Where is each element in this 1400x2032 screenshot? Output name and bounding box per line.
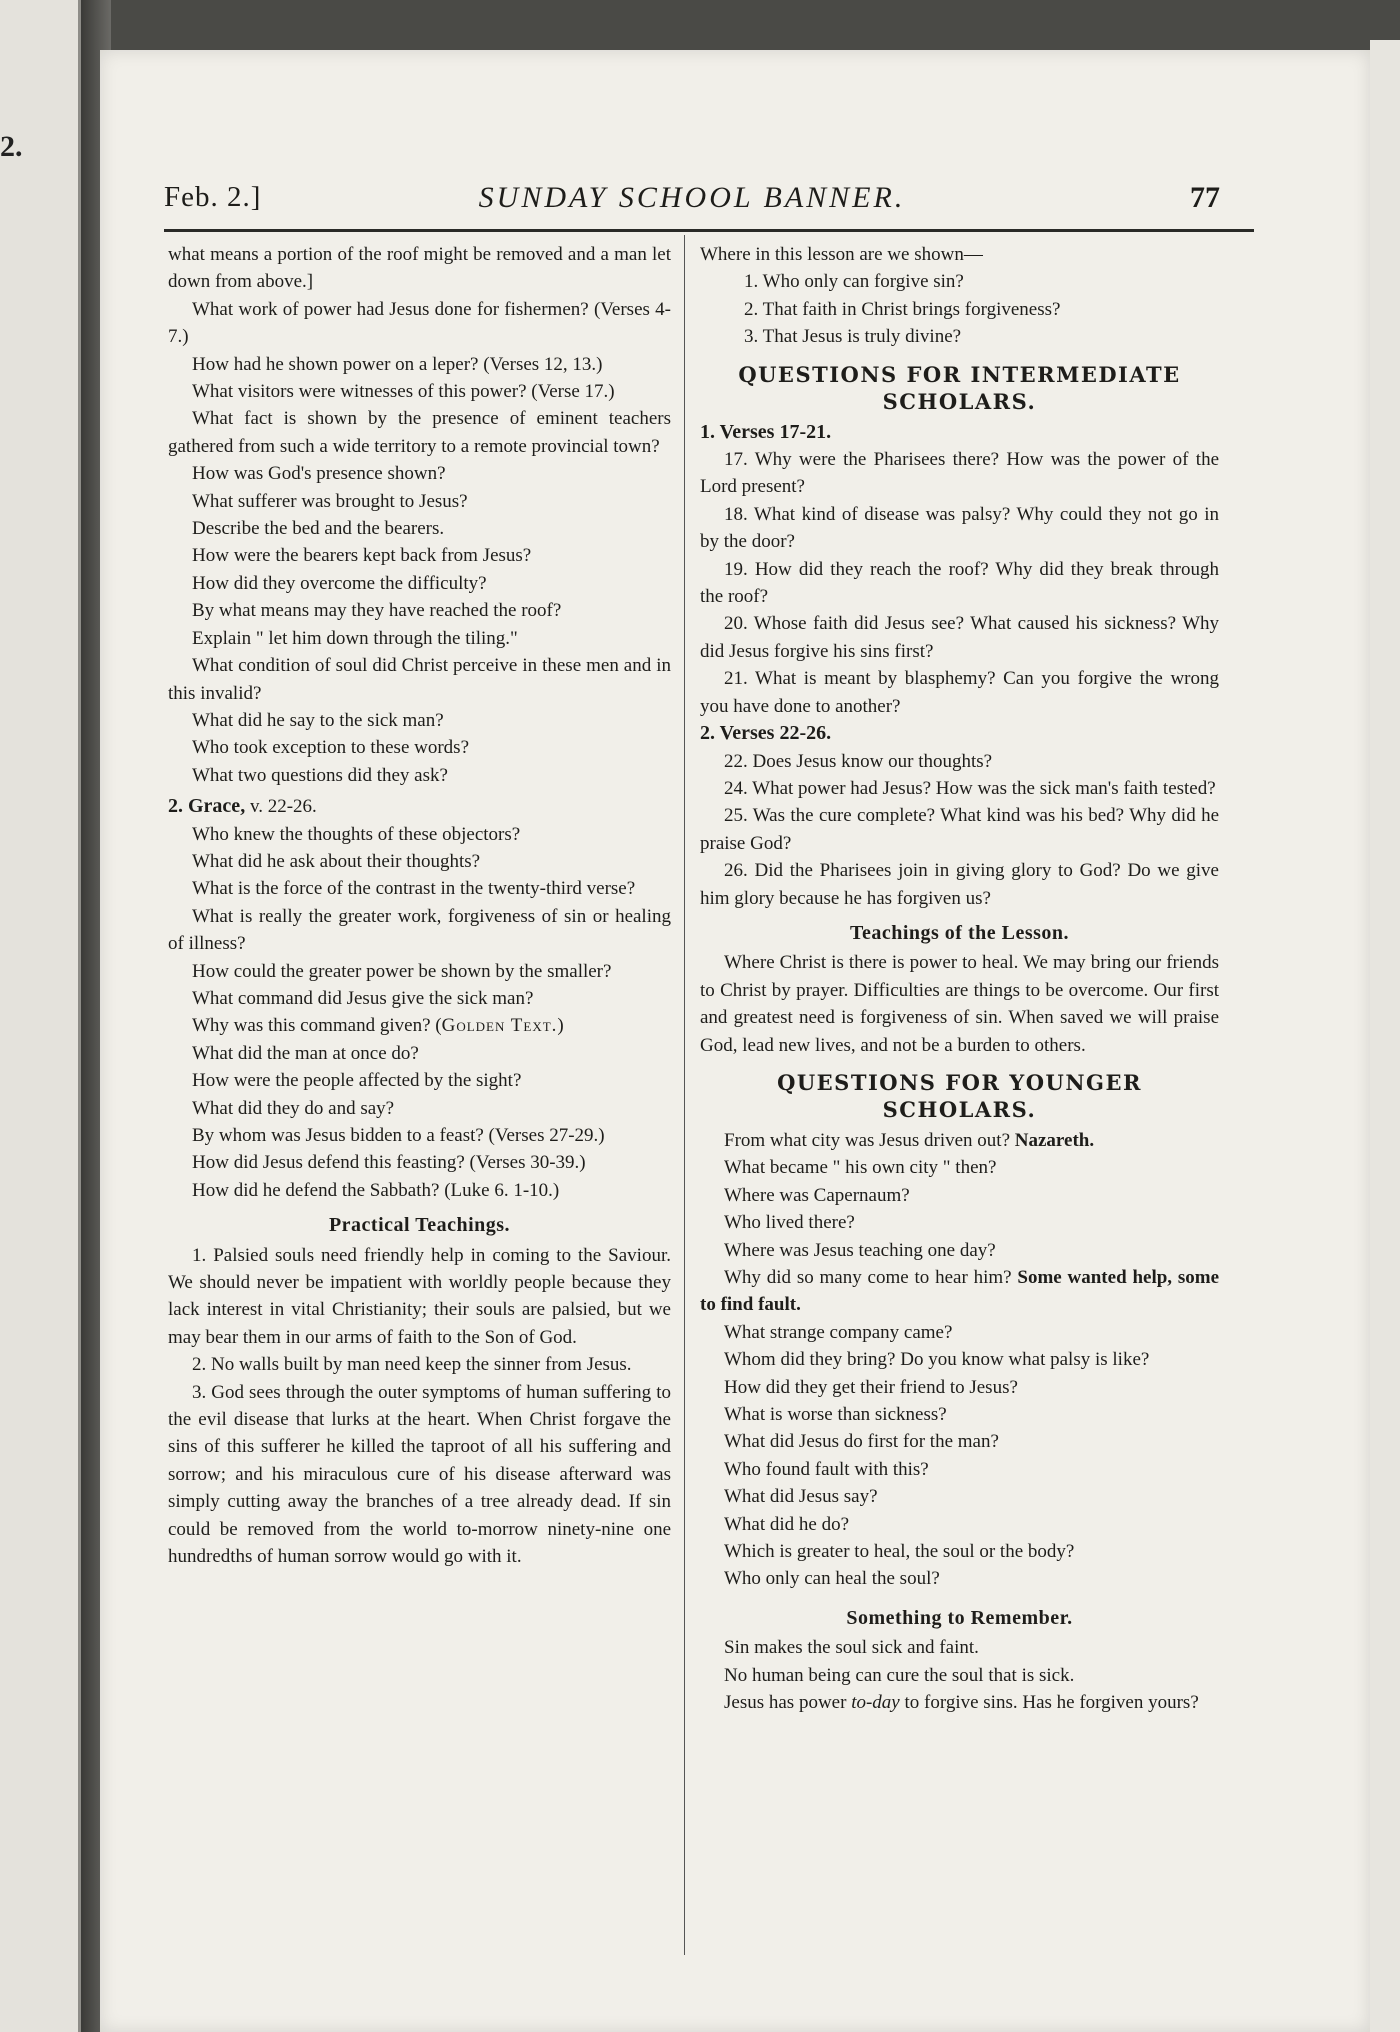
teachings-heading: Teachings of the Lesson. xyxy=(849,921,1070,944)
running-header xyxy=(164,181,1220,223)
paragraph: Where Christ is there is power to heal. We may bring our friends to Christ by prayer. Difficulties are things to be overcome. Our first and greatest need is forgiveness of sin. When saved we will praise God, lead new lives, and not be a burden to others. xyxy=(700,952,1219,1056)
question: By what means may they have reached the roof? xyxy=(192,600,562,622)
column-divider xyxy=(684,235,685,1955)
list-item: 2. That faith in Christ brings forgiveness? xyxy=(744,298,1061,320)
right-column xyxy=(700,241,1219,1717)
question: What did they do and say? xyxy=(192,1097,395,1119)
question: How did he defend the Sabbath? (Luke 6. 1-10.) xyxy=(192,1179,560,1201)
question: Where was Jesus teaching one day? xyxy=(724,1239,996,1261)
question-text: Why was this command given? ( xyxy=(192,1015,442,1037)
section-heading xyxy=(168,793,671,820)
page-number: 77 xyxy=(1190,181,1220,214)
question: What strange company came? xyxy=(724,1321,953,1343)
remember-text: to forgive sins. Has he forgiven yours? xyxy=(904,1692,1199,1714)
remember-line xyxy=(700,1689,1219,1716)
paragraph: Where in this lesson are we shown— xyxy=(700,244,983,265)
heading-line: SCHOLARS. xyxy=(882,388,1037,414)
question: What did Jesus do first for the man? xyxy=(724,1431,999,1453)
question: What command did Jesus give the sick man? xyxy=(192,987,534,1009)
question: What two questions did they ask? xyxy=(192,764,448,786)
question: How were the bearers kept back from Jesus? xyxy=(192,545,532,567)
question: Where was Capernaum? xyxy=(724,1184,910,1206)
question: Describe the bed and the bearers. xyxy=(192,518,445,540)
question: By whom was Jesus bidden to a feast? (Verses 27-29.) xyxy=(192,1125,605,1146)
left-column xyxy=(168,241,671,1571)
question: What condition of soul did Christ perceive in these men and in this invalid? xyxy=(168,655,671,704)
question: Who found fault with this? xyxy=(724,1458,929,1480)
teaching-item: 1. Palsied souls need friendly help in coming to the Saviour. We should never be impatient with worldly people because they lack interest in vital Christianity; their souls are palsied, but we may bear them in our arms of faith to the Son of God. xyxy=(168,1244,671,1348)
previous-page-number-fragment: 2. xyxy=(0,130,23,163)
question: How had he shown power on a leper? (Verses 12, 13.) xyxy=(192,353,603,375)
paragraph: what means a portion of the roof might be removed and a man let down from above.] xyxy=(168,244,671,293)
remember-heading: Something to Remember. xyxy=(846,1606,1073,1629)
page-stack-edge xyxy=(1370,40,1400,2032)
section-title: 1. Verses 17-21. xyxy=(700,420,832,443)
question: Which is greater to heal, the soul or the body? xyxy=(724,1541,1075,1563)
question-close: ) xyxy=(557,1015,564,1037)
heading-line: QUESTIONS FOR INTERMEDIATE xyxy=(738,361,1181,387)
remember-line: No human being can cure the soul that is sick. xyxy=(724,1664,1075,1686)
question: Explain " let him down through the tiling." xyxy=(192,627,518,649)
question: What did he ask about their thoughts? xyxy=(192,850,481,872)
question: 25. Was the cure complete? What kind was his bed? Why did he praise God? xyxy=(700,805,1219,854)
question: Whom did they bring? Do you know what palsy is like? xyxy=(724,1349,1150,1371)
golden-text-label: Golden Text. xyxy=(441,1015,558,1037)
previous-page-edge xyxy=(0,0,81,2032)
question xyxy=(168,1012,671,1039)
remember-line: Sin makes the soul sick and faint. xyxy=(724,1637,979,1659)
question: What did the man at once do? xyxy=(192,1042,419,1064)
question: What sufferer was brought to Jesus? xyxy=(192,490,468,512)
question: 18. What kind of disease was palsy? Why could they not go in by the door? xyxy=(700,503,1219,553)
question: How were the people affected by the sight? xyxy=(192,1070,522,1092)
question: 26. Did the Pharisees join in giving glory to God? Do we give him glory because he has forgiven us? xyxy=(700,860,1219,909)
header-date: Feb. 2.] xyxy=(164,181,262,213)
question: How did they get their friend to Jesus? xyxy=(724,1376,1018,1398)
question xyxy=(700,1264,1219,1319)
question: How did they overcome the difficulty? xyxy=(192,572,487,594)
question: 24. What power had Jesus? How was the sick man's faith tested? xyxy=(724,777,1216,799)
question: How could the greater power be shown by the smaller? xyxy=(192,960,612,982)
question: What is really the greater work, forgiveness of sin or healing of illness? xyxy=(168,905,671,955)
question: What visitors were witnesses of this power? (Verse 17.) xyxy=(192,381,615,403)
question: 19. How did they reach the roof? Why did they break through the roof? xyxy=(700,558,1219,608)
question-text: Why did so many come to hear him? xyxy=(724,1267,1012,1288)
emphasis: to-day xyxy=(851,1692,900,1714)
heading-line: QUESTIONS FOR YOUNGER xyxy=(777,1069,1142,1095)
question: 22. Does Jesus know our thoughts? xyxy=(724,750,993,772)
teaching-item: 3. God sees through the outer symptoms of human suffering to the evil disease that lurks at the heart. When Christ forgave the sins of this sufferer he killed the taproot of all his suffering and sorrow; and his miraculous cure of his disease afterward was simply cutting away the branches of a tree already dead. If sin could be removed from the world to-morrow ninety-nine one hundredths of human sorrow would go with it. xyxy=(168,1381,671,1568)
question: How did Jesus defend this feasting? (Verses 30-39.) xyxy=(192,1152,586,1174)
question: What became " his own city " then? xyxy=(724,1157,997,1179)
remember-text: Jesus has power xyxy=(724,1692,847,1714)
practical-teachings-heading: Practical Teachings. xyxy=(328,1214,511,1237)
question: How was God's presence shown? xyxy=(192,463,446,485)
younger-heading xyxy=(700,1069,1219,1123)
question: 21. What is meant by blasphemy? Can you forgive the wrong you have done to another? xyxy=(700,668,1219,717)
answer: Some wanted help, some to find fault. xyxy=(700,1267,1219,1316)
question: What work of power had Jesus done for fishermen? (Verses 4-7.) xyxy=(168,298,671,348)
page xyxy=(100,50,1370,2032)
answer: Nazareth. xyxy=(1014,1129,1095,1151)
heading-line: SCHOLARS. xyxy=(882,1096,1037,1122)
section-title: 2. Verses 22-26. xyxy=(700,722,832,745)
question xyxy=(700,1127,1219,1154)
header-rule xyxy=(164,229,1254,232)
section-reference: v. 22-26. xyxy=(249,796,317,818)
question: 20. Whose faith did Jesus see? What caused his sickness? Why did Jesus forgive his sins first? xyxy=(700,613,1219,662)
intermediate-heading xyxy=(700,361,1219,415)
list-item: 1. Who only can forgive sin? xyxy=(744,271,964,293)
question: What is worse than sickness? xyxy=(724,1404,947,1426)
question: 17. Why were the Pharisees there? How was the power of the Lord present? xyxy=(700,449,1219,498)
header-title: SUNDAY SCHOOL BANNER. xyxy=(478,181,906,214)
question: Who knew the thoughts of these objectors? xyxy=(192,823,521,845)
teaching-item: 2. No walls built by man need keep the sinner from Jesus. xyxy=(192,1354,632,1376)
section-title: 2. Grace, xyxy=(168,795,246,818)
question-text: From what city was Jesus driven out? xyxy=(724,1129,1011,1151)
question: What did Jesus say? xyxy=(724,1486,878,1508)
question: Who took exception to these words? xyxy=(192,737,470,759)
question: Who only can heal the soul? xyxy=(724,1568,940,1590)
question: What did he do? xyxy=(724,1513,850,1535)
question: Who lived there? xyxy=(724,1212,855,1234)
question: What fact is shown by the presence of eminent teachers gathered from such a wide territory to a remote provincial town? xyxy=(168,408,671,457)
list-item: 3. That Jesus is truly divine? xyxy=(744,326,962,348)
question: What is the force of the contrast in the twenty-third verse? xyxy=(192,878,636,900)
question: What did he say to the sick man? xyxy=(192,709,444,731)
